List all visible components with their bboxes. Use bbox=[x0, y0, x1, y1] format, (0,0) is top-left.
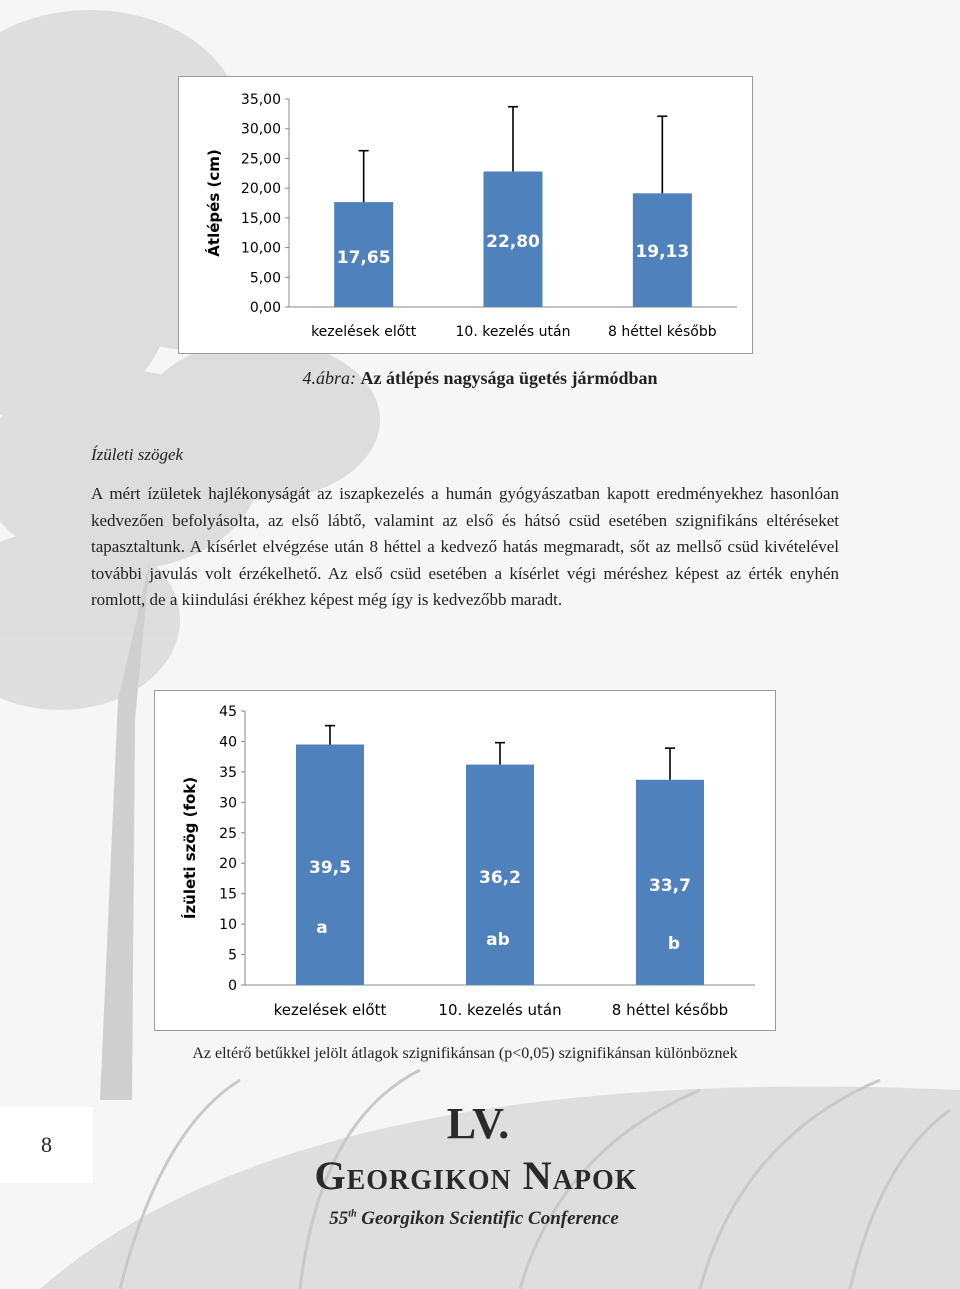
x-tick-label: 8 héttel később bbox=[611, 1001, 729, 1019]
y-axis-label: Átlépés (cm) bbox=[205, 149, 223, 257]
y-tick-label: 25,00 bbox=[240, 151, 281, 168]
conference-subtitle-text: Georgikon Scientific Conference bbox=[361, 1208, 619, 1229]
y-tick-label: 10 bbox=[219, 917, 237, 934]
significance-letter: ab bbox=[486, 930, 510, 950]
y-tick-label: 30,00 bbox=[240, 121, 281, 138]
section-heading: Ízületi szögek bbox=[91, 445, 184, 464]
joint-angle-chart bbox=[154, 690, 776, 1031]
x-tick-label: 10. kezelés után bbox=[455, 324, 571, 340]
conference-subtitle-number: 55 bbox=[329, 1208, 349, 1229]
conference-name: Georgikon Napok bbox=[314, 1153, 638, 1198]
data-label: 33,7 bbox=[649, 876, 691, 896]
stride-length-chart bbox=[178, 76, 753, 354]
x-tick-label: 8 héttel később bbox=[608, 324, 717, 340]
y-tick-label: 5,00 bbox=[249, 270, 281, 287]
significance-letter: b bbox=[667, 934, 681, 954]
page-number-text: 8 bbox=[41, 1132, 52, 1157]
x-tick-label: kezelések előtt bbox=[273, 1001, 387, 1019]
y-tick-label: 0,00 bbox=[249, 300, 281, 316]
data-label: 39,5 bbox=[309, 858, 351, 878]
y-tick-label: 15 bbox=[219, 886, 237, 903]
y-tick-label: 0 bbox=[228, 978, 237, 994]
y-tick-label: 20,00 bbox=[240, 181, 281, 198]
y-axis-label: Ízületi szög (fok) bbox=[181, 776, 199, 920]
y-tick-label: 10,00 bbox=[240, 240, 281, 257]
figure-4-caption-prefix: 4.ábra: bbox=[302, 368, 356, 388]
conference-number: LV. bbox=[446, 1099, 510, 1148]
data-label: 22,80 bbox=[486, 232, 540, 252]
y-tick-label: 35 bbox=[219, 764, 237, 781]
data-label: 19,13 bbox=[635, 242, 690, 262]
conference-subtitle-sup: th bbox=[348, 1208, 357, 1220]
y-tick-label: 5 bbox=[228, 947, 237, 964]
y-tick-label: 25 bbox=[219, 825, 237, 842]
y-tick-label: 20 bbox=[219, 856, 237, 873]
x-tick-label: 10. kezelés után bbox=[438, 1001, 562, 1019]
figure-5-caption: Az eltérő betűkkel jelölt átlagok szignifikánsan (p<0,05) szignifikánsan különböznek bbox=[192, 1045, 738, 1062]
y-tick-label: 35,00 bbox=[240, 92, 281, 108]
significance-letter: a bbox=[316, 918, 328, 938]
data-label: 17,65 bbox=[336, 248, 391, 268]
y-tick-label: 45 bbox=[219, 704, 237, 720]
conference-subtitle bbox=[0, 1208, 954, 1230]
data-label: 36,2 bbox=[479, 868, 521, 888]
figure-4-caption bbox=[0, 368, 960, 389]
figure-4-caption-title: Az átlépés nagysága ügetés jármódban bbox=[360, 368, 658, 388]
section-paragraph: A mért ízületek hajlékonyságát az iszapkezelés a humán gyógyászatban kapott eredményekhez hasonlóan kedvezően befolyásolta, az első lábtő, valamint az első és hátsó csüd esetében szignifikáns eltéréseket tapasztaltunk. A kísérlet elvégzése után 8 héttel a kedvező hatás megmaradt, sőt az mellső csüd kivételével további javulás volt érzékelhető. Az első csüd esetében a kísérlet végi méréshez képest az érték enyhén romlott, de a kiindulási érékhez képest még így is kedvezőbb maradt. bbox=[91, 484, 839, 609]
x-tick-label: kezelések előtt bbox=[311, 324, 417, 340]
y-tick-label: 15,00 bbox=[240, 210, 281, 227]
y-tick-label: 30 bbox=[219, 795, 237, 812]
y-tick-label: 40 bbox=[219, 734, 237, 751]
